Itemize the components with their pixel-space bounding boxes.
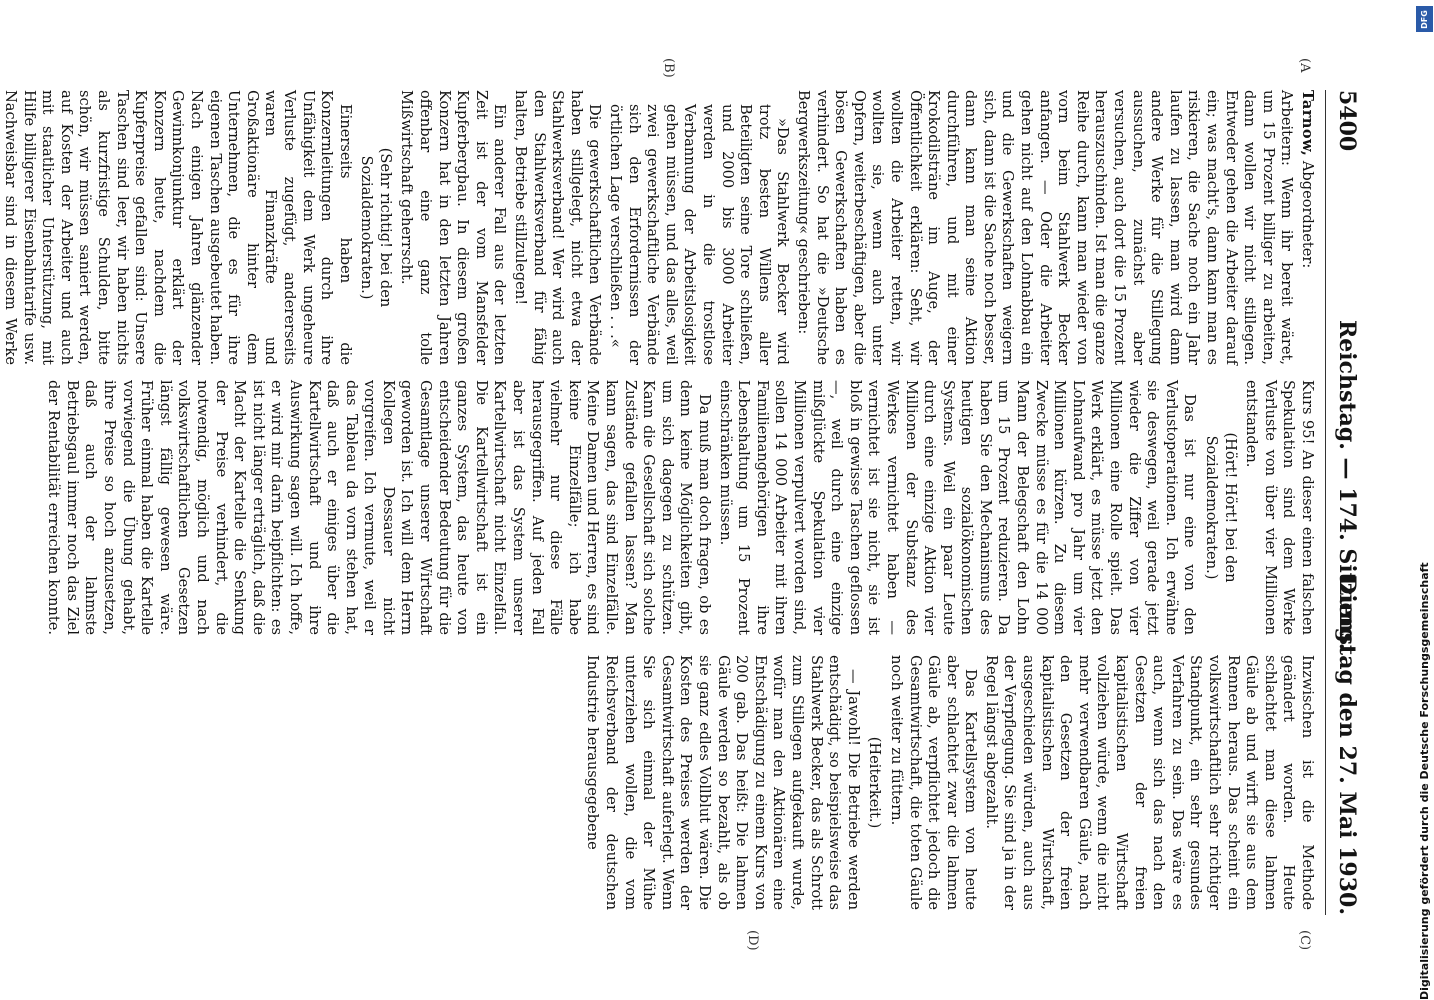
- dfg-logo: DFG: [1416, 6, 1433, 32]
- paragraph: Das Kartellsystem von heute aber schlachtet zwar die lahmen Gäule ab, verpflichtet jedoch die Gesamtwirtschaft, die toten Gäule noch weiter zu füttern.: [887, 655, 980, 910]
- page-header: [1332, 90, 1360, 915]
- text-column-left: [2, 90, 1316, 365]
- margin-marker-d: (D): [745, 930, 760, 951]
- text-column-right: [31, 380, 1316, 910]
- interjection: (Sehr richtig! bei den Sozialdemokraten.): [358, 147, 394, 308]
- session-date: Dienstag den 27. Mai 1930.: [1334, 575, 1360, 915]
- paragraph: Kurs 95! An dieser einen falschen Spekulation sind dem Werke Verluste von über vier Millionen entstanden.: [1243, 380, 1316, 635]
- margin-marker-b: (B): [661, 58, 676, 78]
- speaker-line: [1297, 90, 1316, 365]
- page-number: 5400: [1334, 90, 1360, 152]
- speaker-role: Abgeordneter:: [1299, 160, 1316, 269]
- paragraph: Ein anderer Fall aus der letzten Zeit ist der vom Mansfelder Kupferbergbau. In diesem großen Konzern hat in den letzten Jahren offenbar eine ganz tolle Mißwirtschaft geherrscht.: [398, 90, 509, 365]
- session-title: Reichstag. — 174. Sitzung.: [1334, 320, 1360, 651]
- digitization-note: Digitalisierung gefördert durch die Deutsche Forschungsgemeinschaft: [1418, 562, 1431, 1000]
- speaker-name: Tarnow,: [1299, 90, 1316, 157]
- interjection: (Hört! Hört! bei den Sozialdemokraten.): [1203, 432, 1239, 583]
- paragraph: — Jawohl! Die Betriebe werden entschädigt, so beispielsweise das Stahlwerk Becker, das als Schrott zum Stillegen aufgekauft wurde, wofür man den Aktionären eine Entschädigung zu einem Kurs von 200 gab. Das heißt: Die lahmen Gäule werden so bezahlt, als ob sie ganz edles Vollblut wären. Die Kosten des Preises werden der Gesamtwirtschaft auferlegt. Wenn Sie sich einmal der Mühe unterziehen wollen, die vom Reichsverband der deutschen Industrie herausgegebene: [584, 655, 862, 910]
- paragraph: Einerseits haben die Konzernleitungen durch ihre Unfähigkeit dem Werk ungeheure Verluste zugefügt, andererseits waren Finanzkräfte und Großaktionäre hinter dem Unternehmen, die es für ihre eigenen Taschen ausgebeutet haben. Nach einigen Jahren glänzender Gewinnkonjunktur erklärt der Konzern heute, nachdem die Kupferpreise gefallen sind: Unsere Taschen sind leer, wir haben nichts als kurzfristige Schulden, bitte schön, wir müssen saniert werden, auf Kosten der Arbeiter und auch mit staatlicher Unterstützung, mit Hilfe billigerer Eisenbahntarife usw. Nachweisbar sind in diesem Werke: [2, 90, 354, 365]
- two-column-flow: [31, 380, 1316, 910]
- paragraph: Da muß man doch fragen, ob es denn keine Möglichkeiten gibt, um sich dagegen zu schützen. Kann die Gesellschaft sich solche Zustände gefallen lassen? Man kann sagen, das sind Einzelfälle. Meine Damen und Herren, es sind keine Einzelfälle; ich habe vielmehr nur diese Fälle herausgegriffen. Auf jeden Fall aber ist das System unserer Kartellwirtschaft nicht Einzelfall. Die Kartellwirtschaft ist ein ganzes System, das heute von entscheidender Bedeutung für die Gesamtlage unserer Wirtschaft geworden ist. Ich will dem Herrn Kollegen Dessauer nicht vorgreifen. Ich vermute, weil er das Tableau da vorn stehen hat, daß auch er einiges über die Kartellwirtschaft und ihre Auswirkung sagen will. Ich hoffe, er wird mir darin beipflichten: es ist nicht länger erträglich, daß die Macht der Kartelle die Senkung der Preise verhindert, die notwendig, möglich und nach volkswirtschaftlichen Gesetzen längst fällig gewesen wäre. Früher einmal haben die Kartelle vorwiegend die Übung gehabt, ihre Preise so hoch anzusetzen, daß auch der lahmste Betriebsgaul immer noch das Ziel der Rentabilität erreichen konnte. Inzwischen ist die Methode geändert worden. Heute schlachtet man diese lahmen Gäule ab und wirft sie aus dem Rennen heraus. Das scheint ein volkswirtschaftlich sehr richtiger Standpunkt, ein sehr gesundes Verfahren zu sein. Das wäre es auch, wenn sich das nach den Gesetzen der freien kapitalistischen Wirtschaft vollziehen würde, wenn die nicht mehr verwendbaren Gäule, nach den Gesetzen der freien kapitalistischen Wirtschaft, ausgeschieden würden, auch aus der Verpflegung. Sie sind ja in der Regel längst abgezahlt.: [45, 380, 1316, 910]
- paragraph: Die gewerkschaftlichen Verbände haben stillgelegt, nicht etwa der Stahlwerksverband! Wer wird auch den Stahlwerksverband für fähig halten, Betriebe stillzulegen!: [512, 90, 604, 365]
- quotation: »Das Stahlwerk Becker wird trotz besten Willens aller Beteiligten seine Tore schließen, und 2000 bis 3000 Arbeiter werden in die trostlose Verbannung der Arbeitslosigkeit gehen müssen, und das alles, weil zwei gewerkschaftliche Verbände sich den Erfordernissen der örtlichen Lage verschließen . . .«: [607, 104, 792, 365]
- paragraph: Das ist nur eine von den Verlustoperationen. Ich erwähne sie deswegen, weil gerade jetzt wieder die Ziffer von vier Millionen eine Rolle spielt. Das Werk erklärt, es müsse jetzt den Lohnaufwand pro Jahr um vier Millionen kürzen. Zu diesem Zwecke müsse es für die 14 000 Mann der Belegschaft den Lohn um 15 Prozent reduzieren. Da haben Sie den Mechanismus des heutigen sozialökonomischen Systems. Weil ein paar Leute durch eine einzige Aktion vier Millionen der Substanz des Werkes vernichtet haben — vernichtet ist sie nicht, sie ist bloß in gewisse Taschen geflossen —, weil durch eine einzige mißglückte Spekulation vier Millionen verpulvert worden sind, sollen 14 000 Arbeiter mit ihren Familienangehörigen ihre Lebenshaltung um 15 Prozent einschränken müssen.: [716, 380, 1199, 635]
- margin-marker-a: (A: [1297, 58, 1312, 73]
- margin-marker-c: (C): [1297, 930, 1312, 951]
- interjection: (Heiterkeit.): [866, 736, 884, 829]
- paragraph: Arbeitern: Wenn ihr bereit wäret, um 15 Prozent billiger zu arbeiten, dann wollen wir nicht stillegen. Entweder gehen die Arbeiter darauf ein; was macht's, dann kann man es riskieren, die Sache noch ein Jahr laufen zu lassen, man wird dann andere Werke für die Stillegung aussuchen, zunächst aber versuchen, auch dort die 15 Prozent herauszuschinden. Ist man die ganze Reihe durch, kann man wieder von vorn beim Stahlwerk Becker anfangen. — Oder die Arbeiter gehen nicht auf den Lohnabbau ein und die Gewerkschaften weigern sich, dann ist die Sache noch besser, dann kann man seine Aktion durchführen, und mit einer Krokodilsträne im Auge, der Öffentlichkeit erklären: Seht, wir wollten die Arbeiter retten, wir wollten sie, wenn auch unter Opfern, weiterbeschäftigen, aber die bösen Gewerkschaften haben es verhindert. So hat die »Deutsche Bergwerkszeitung« geschrieben:: [794, 90, 1296, 365]
- header-rule: [1325, 90, 1326, 915]
